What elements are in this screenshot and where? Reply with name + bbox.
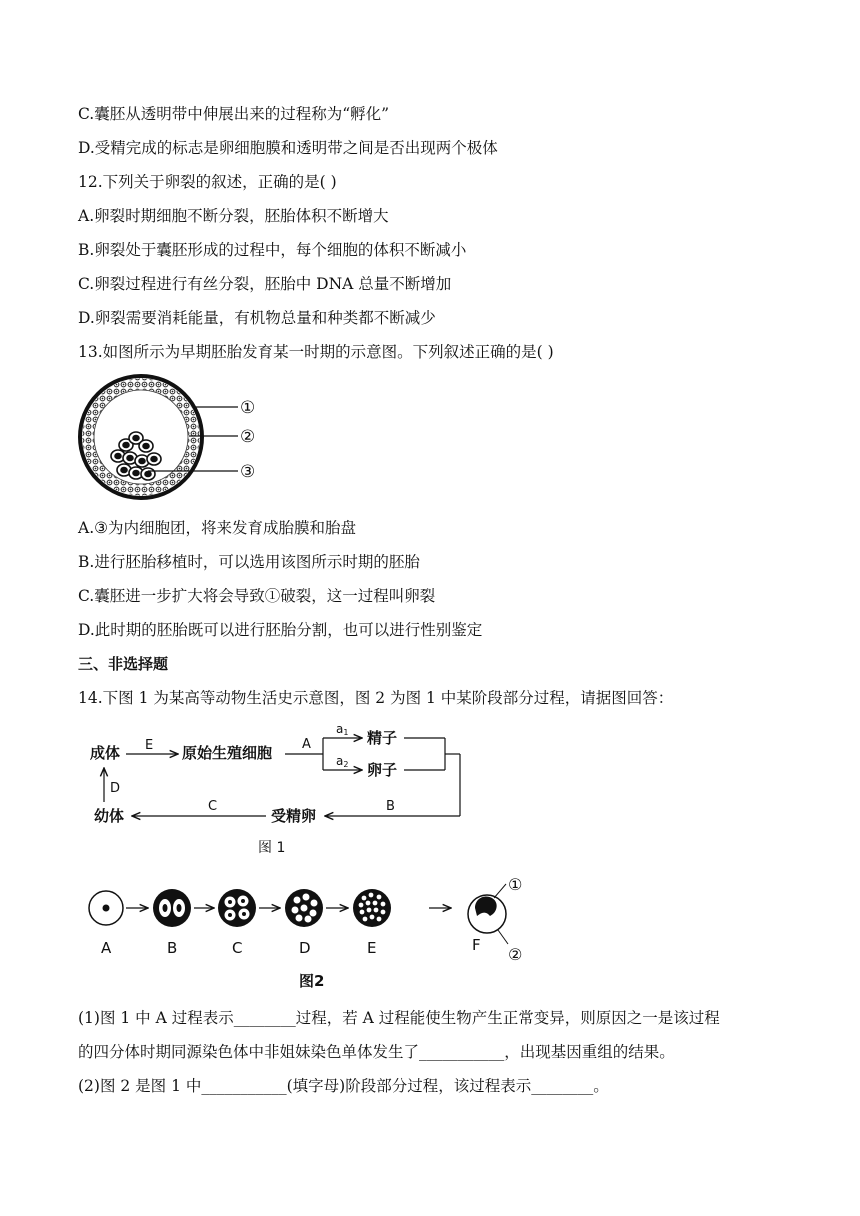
label-1: ① [240, 398, 256, 418]
arrow-e-label: E [145, 738, 154, 753]
stage-e-label: E [367, 939, 377, 957]
question-14: 14.下图 1 为某高等动物生活史示意图，图 2 为图 1 中某阶段部分过程，请据图回答： [78, 689, 674, 707]
stage-c-four-cell [218, 889, 256, 927]
primordial-label: 原始生殖细胞 [182, 744, 273, 762]
juvenile-label: 幼体 [94, 807, 125, 825]
sperm-label: 精子 [367, 729, 398, 747]
stage-d-label: D [299, 939, 311, 957]
blastocyst-diagram [78, 374, 278, 504]
stage-c-label: C [232, 939, 243, 957]
question-13-option-a: A.③为内细胞团，将来发育成胎膜和胎盘 [78, 519, 357, 537]
question-14-part-1b: 的四分体时期同源染色体中非姐妹染色单体发生了___________，出现基因重组的结果。 [78, 1043, 675, 1061]
question-13-option-d: D.此时期的胚胎既可以进行胚胎分割，也可以进行性别鉴定 [78, 621, 483, 639]
arrow-a1-label: a1 [336, 722, 349, 737]
arrow-d-label: D [110, 781, 121, 796]
figure-1-caption: 图 1 [258, 840, 286, 856]
label-3: ③ [240, 462, 256, 482]
question-14-part-2: (2)图 2 是图 1 中___________(填字母)阶段部分过程，该过程表示________。 [78, 1077, 609, 1095]
arrow-b-label: B [386, 799, 395, 814]
figure-2-stages [84, 870, 544, 990]
stage-a-zygote [89, 891, 123, 925]
arrow-a-label: A [302, 737, 311, 752]
question-12-option-b: B.卵裂处于囊胚形成的过程中，每个细胞的体积不断减小 [78, 241, 467, 259]
figure-2-caption: 图2 [299, 972, 325, 990]
question-12-option-c: C.卵裂过程进行有丝分裂，胚胎中 DNA 总量不断增加 [78, 275, 452, 293]
question-13-option-b: B.进行胚胎移植时，可以选用该图所示时期的胚胎 [78, 553, 420, 571]
fig2-label-1: ① [508, 875, 523, 894]
arrow-c-label: C [208, 799, 218, 814]
label-2: ② [240, 427, 256, 447]
figure-1-life-cycle [90, 716, 490, 856]
question-13-option-c: C.囊胚进一步扩大将会导致①破裂，这一过程叫卵裂 [78, 587, 436, 605]
stage-e-morula-late [353, 889, 391, 927]
stage-d-morula [285, 889, 323, 927]
fig2-label-2: ② [508, 945, 523, 964]
stage-a-label: A [101, 939, 112, 957]
question-14-part-1a: (1)图 1 中 A 过程表示________过程，若 A 过程能使生物产生正常变异，则原因之一是该过程 [78, 1009, 720, 1027]
question-12-option-a: A.卵裂时期细胞不断分裂，胚胎体积不断增大 [78, 207, 389, 225]
stage-b-label: B [167, 939, 178, 957]
question-13: 13.如图所示为早期胚胎发育某一时期的示意图。下列叙述正确的是( ) [78, 343, 554, 361]
stage-b-two-cell [153, 889, 191, 927]
arrow-a2-label: a2 [336, 754, 349, 769]
option-c-line: C.囊胚从透明带中伸展出来的过程称为“孵化” [78, 105, 390, 123]
egg-label: 卵子 [367, 761, 398, 779]
adult-label: 成体 [90, 744, 121, 762]
question-12-option-d: D.卵裂需要消耗能量，有机物总量和种类都不断减少 [78, 309, 436, 327]
stage-f-label: F [472, 936, 481, 954]
section-heading: 三、非选择题 [78, 655, 169, 673]
option-d-line: D.受精完成的标志是卵细胞膜和透明带之间是否出现两个极体 [78, 139, 498, 157]
question-12: 12.下列关于卵裂的叙述，正确的是( ) [78, 173, 337, 191]
zygote-label: 受精卵 [271, 807, 317, 825]
